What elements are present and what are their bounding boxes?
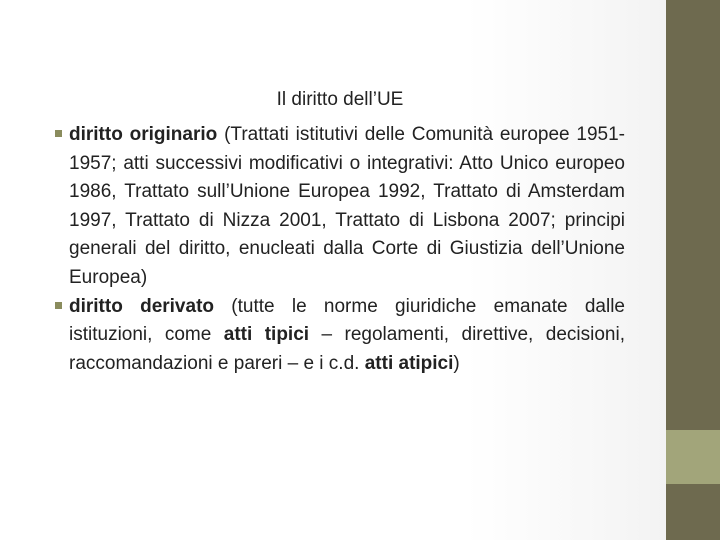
side-bar-bottom-stripe — [666, 484, 720, 540]
slide-content — [54, 121, 625, 378]
bullet-emphasis: atti atipici — [364, 352, 454, 374]
bullet-term: diritto derivato — [69, 295, 215, 317]
side-bar — [666, 0, 720, 540]
bullet-marker-icon — [55, 302, 62, 309]
bullet-emphasis: atti tipici — [223, 324, 310, 346]
bullet-text: (Trattati istitutivi delle Comunità europee 1951-1957; atti successivi modificativi o integrativi: Atto Unico europeo 1986, Trattato sull’Unione Europea 1992, Trattato di Amsterdam 1997, Trattato di Nizza 2001, Trattato di Lisbona 2007; principi generali del diritto, enucleati dalla Corte di Giustizia dell’Unione Europea) — [69, 124, 625, 288]
bullet-text: – regolamenti, direttive, decisioni, raccomandazioni e pareri – e i c.d. — [69, 324, 625, 374]
bullet-term: diritto originario — [69, 124, 218, 145]
bullet-item-derivato — [54, 293, 625, 379]
bullet-text: ) — [453, 352, 460, 374]
bullet-text: (tutte le norme giuridiche emanate dalle istituzioni, come — [69, 295, 625, 346]
bullet-marker-icon — [55, 130, 62, 137]
bullet-item-originario — [54, 121, 625, 293]
side-bar-accent-stripe — [666, 430, 720, 484]
slide-title: Il diritto dell’UE — [276, 89, 404, 110]
